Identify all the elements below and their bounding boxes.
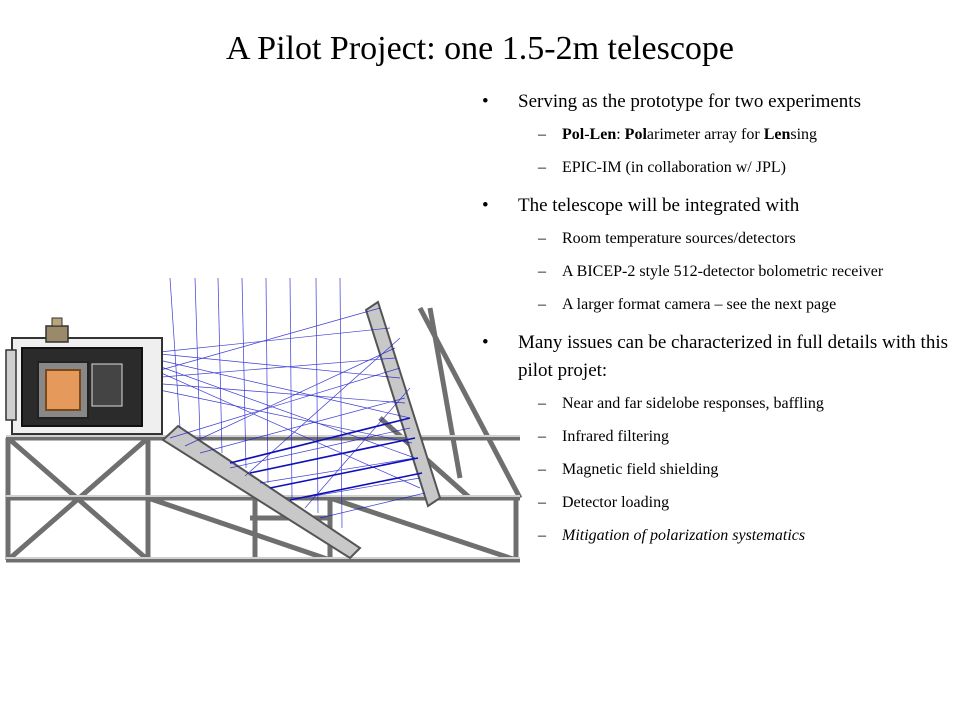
bullet-integrated: • The telescope will be integrated with xyxy=(480,192,950,220)
bullet-prototype: • Serving as the prototype for two experiments xyxy=(480,88,950,116)
dash-marker: – xyxy=(538,428,546,445)
pol-len-bold-pol: Pol xyxy=(562,126,585,143)
dash-marker: – xyxy=(538,461,546,478)
pol-len-hyphen: - xyxy=(584,126,590,143)
sub-bullet-text: A BICEP-2 style 512-detector bolometric receiver xyxy=(562,263,884,280)
dash-marker: – xyxy=(538,395,546,412)
sub-bullet-text: Infrared filtering xyxy=(562,428,670,445)
slide-title: A Pilot Project: one 1.5-2m telescope xyxy=(225,30,735,67)
pol-len-bold-len: Len xyxy=(589,126,617,143)
sub-bullet-pol-len xyxy=(480,122,950,147)
epic-text: EPIC-IM (in collaboration w/ JPL) xyxy=(562,159,786,176)
sub-bullet-camera xyxy=(480,292,950,317)
sub-bullet-text: Mitigation of polarization systematics xyxy=(562,527,806,544)
pol-len-bold-len-2: Len xyxy=(763,126,791,143)
bullet-list xyxy=(480,88,950,556)
sub-bullet-loading xyxy=(480,490,950,515)
bullet-issues: • Many issues can be characterized in full details with this pilot projet: xyxy=(480,329,950,385)
sub-bullet-text: Detector loading xyxy=(562,494,670,511)
sub-bullet-text: Magnetic field shielding xyxy=(562,461,719,478)
sub-bullet-text: A larger format camera – see the next page xyxy=(562,296,837,313)
pol-len-colon: : xyxy=(616,126,625,143)
sub-bullet-mitigation xyxy=(480,523,950,548)
sub-bullet-epic xyxy=(480,155,950,180)
telescope-diagram xyxy=(0,268,530,588)
dash-marker: – xyxy=(538,296,546,313)
dash-marker: – xyxy=(538,263,546,280)
dash-marker: – xyxy=(538,230,546,247)
optical-rays xyxy=(150,278,425,528)
pol-len-text-mid: arimeter array for xyxy=(646,126,764,143)
dash-marker: – xyxy=(538,527,546,544)
sub-bullet-room-temp xyxy=(480,226,950,251)
pol-len-bold-pol-2: Pol xyxy=(624,126,647,143)
pol-len-text-end: sing xyxy=(790,126,818,143)
sub-bullet-sidelobe xyxy=(480,391,950,416)
sub-bullet-bicep xyxy=(480,259,950,284)
sub-bullet-text: Room temperature sources/detectors xyxy=(562,230,796,247)
dash-marker: – xyxy=(538,159,546,176)
dash-marker: – xyxy=(538,126,546,143)
receiver-camera xyxy=(6,318,162,434)
secondary-mirror xyxy=(366,302,440,506)
sub-bullet-magnetic xyxy=(480,457,950,482)
sub-bullet-text: Near and far sidelobe responses, baffling xyxy=(562,395,824,412)
dash-marker: – xyxy=(538,494,546,511)
sub-bullet-infrared xyxy=(480,424,950,449)
